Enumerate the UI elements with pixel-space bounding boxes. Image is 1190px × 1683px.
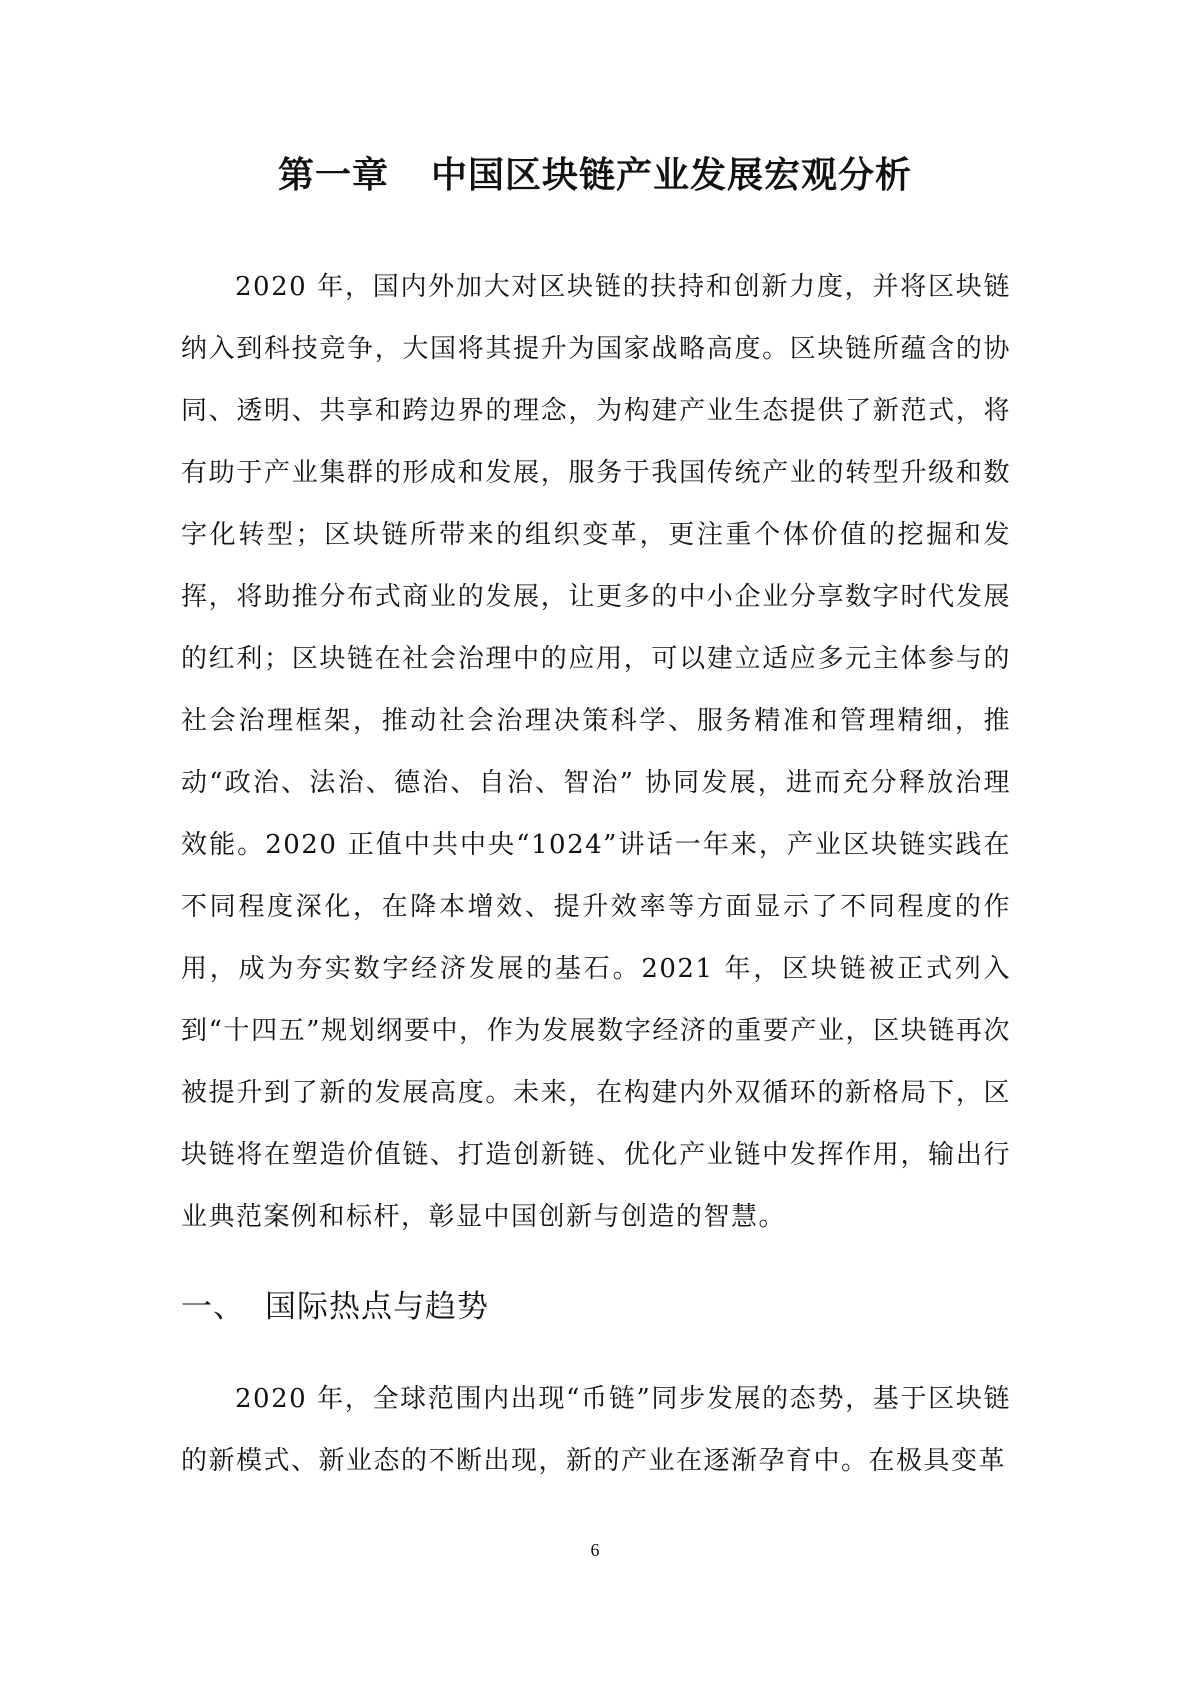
chapter-title-text: 中国区块链产业发展宏观分析 (431, 155, 913, 196)
page-number: 6 (590, 1540, 600, 1560)
section-heading-text: 国际热点与趋势 (265, 1289, 489, 1325)
section-number: 一、 (181, 1289, 245, 1325)
body-paragraph-1: 2020 年，国内外加大对区块链的扶持和创新力度，并将区块链纳入到科技竞争，大国将其提升为国家战略高度。区块链所蕴含的协同、透明、共享和跨边界的理念，为构建产业生态提供了新范式，将有助于产业集群的形成和发展，服务于我国传统产业的转型升级和数字化转型；区块链所带来的组织变革，更注重个体价值的挖掘和发挥，将助推分布式商业的发展，让更多的中小企业分享数字时代发展的红利；区块链在社会治理中的应用，可以建立适应多元主体参与的社会治理框架，推动社会治理决策科学、服务精准和管理精细，推动“政治、法治、德治、自治、智治” 协同发展，进而充分释放治理效能。2020 正值中共中央“1024”讲话一年来，产业区块链实践在不同程度深化，在降本增效、提升效率等方面显示了不同程度的作用，成为夯实数字经济发展的基石。2021 年，区块链被正式列入到“十四五”规划纲要中，作为发展数字经济的重要产业，区块链再次被提升到了新的发展高度。未来，在构建内外双循环的新格局下，区块链将在塑造价值链、打造创新链、优化产业链中发挥作用，输出行业典范案例和标杆，彰显中国创新与创造的智慧。 (181, 272, 1011, 1232)
chapter-title (0, 148, 1190, 204)
chapter-number: 第一章 (277, 155, 389, 196)
section-heading (181, 1283, 489, 1331)
body-paragraph-2: 2020 年，全球范围内出现“币链”同步发展的态势，基于区块链的新模式、新业态的不断出现，新的产业在逐渐孕育中。在极具变革 (181, 1384, 1011, 1476)
